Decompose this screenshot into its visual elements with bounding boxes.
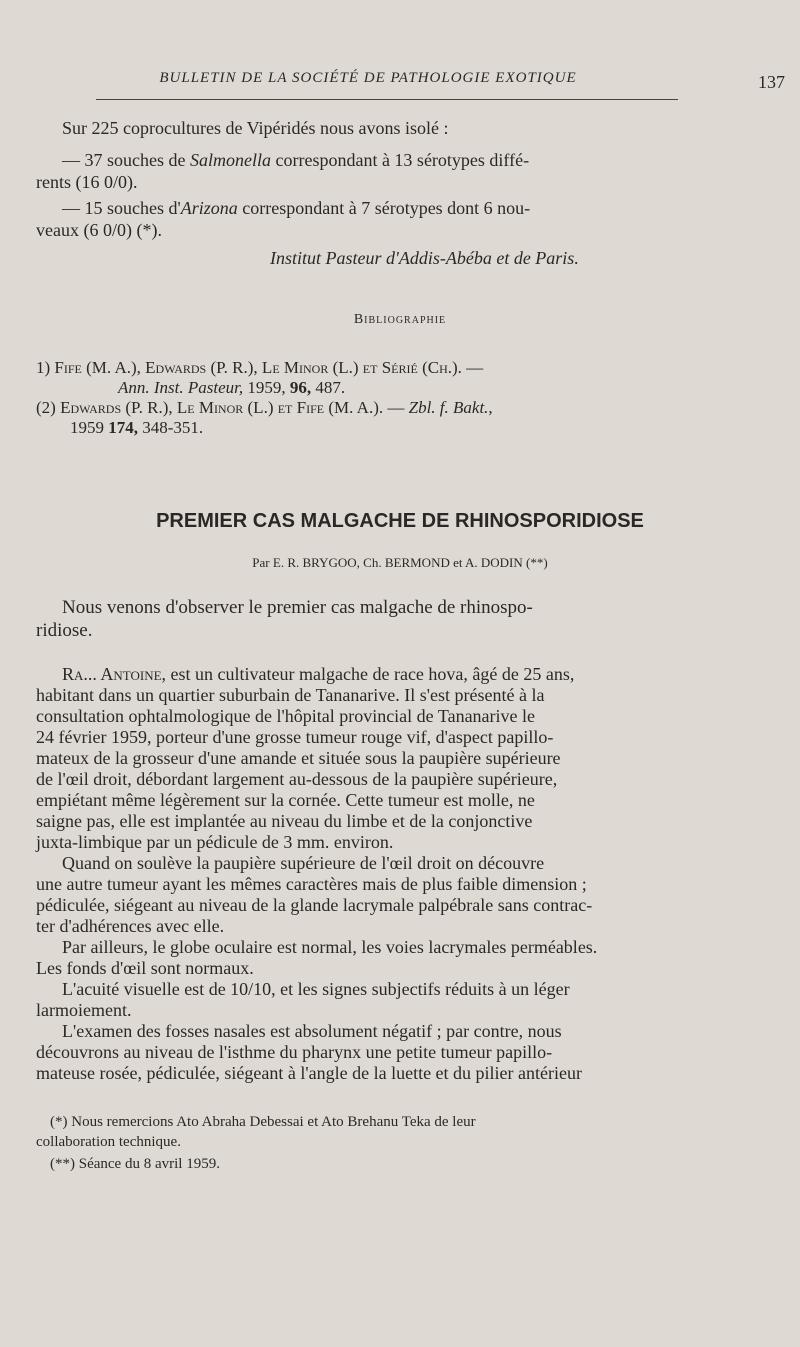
- item2-prefix: — 15 souches d': [62, 198, 181, 218]
- ref2-journal: Zbl. f. Bakt.,: [408, 398, 493, 417]
- p2-line3: pédiculée, siégeant au niveau de la glande lacrymale palpébrale sans contrac-: [36, 895, 593, 915]
- p1-line9: juxta-limbique par un pédicule de 3 mm. environ.: [36, 832, 394, 852]
- p2-line4: ter d'adhérences avec elle.: [36, 916, 225, 936]
- prev-intro: Sur 225 coprocultures de Vipéridés nous avons isolé :: [62, 118, 449, 138]
- p1-line2: habitant dans un quartier suburbain de Tananarive. Il s'est présenté à la: [36, 685, 545, 705]
- item1-genus: Salmonella: [189, 150, 271, 170]
- page-number: 137: [758, 72, 785, 92]
- affiliation: Institut Pasteur d'Addis-Abéba et de Paris.: [270, 248, 579, 268]
- ref1-line1: 1) Fife (M. A.), Edwards (P. R.), Le Minor (L.) et Sérié (Ch.). —: [36, 358, 484, 377]
- bibliography-heading: Bibliographie: [353, 312, 447, 327]
- intro-line1: Nous venons d'observer le premier cas malgache de rhinospo-: [62, 597, 533, 618]
- p1-line7: empiétant même légèrement sur la cornée. Cette tumeur est molle, ne: [36, 790, 535, 810]
- p1-text: est un cultivateur malgache de race hova, âgé de 25 ans,: [166, 664, 575, 684]
- running-header: [0, 70, 800, 94]
- patient-name: Ra... Antoine,: [62, 664, 167, 684]
- prev-item1-line1: [62, 150, 692, 171]
- p4-line2: larmoiement.: [36, 1000, 132, 1020]
- p1-line6: de l'œil droit, débordant largement au-dessous de la paupière supérieure,: [36, 769, 558, 789]
- ref2-line2: [70, 418, 630, 437]
- p5-line2: découvrons au niveau de l'isthme du pharynx une petite tumeur papillo-: [36, 1042, 553, 1062]
- ref2-authors: (2) Edwards (P. R.), Le Minor (L.) et Fife (M. A.). —: [36, 398, 409, 417]
- item2-genus: Arizona: [180, 198, 238, 218]
- p1-line4: 24 février 1959, porteur d'une grosse tumeur rouge vif, d'aspect papillo-: [36, 727, 554, 747]
- running-title: BULLETIN DE LA SOCIÉTÉ DE PATHOLOGIE EXOTIQUE: [159, 70, 577, 86]
- p4-line1: L'acuité visuelle est de 10/10, et les signes subjectifs réduits à un léger: [62, 979, 570, 999]
- p1-line3: consultation ophtalmologique de l'hôpital provincial de Tananarive le: [36, 706, 536, 726]
- p1-line1: [62, 664, 682, 685]
- ref1-pages: 487.: [311, 378, 346, 397]
- ref2-year: 1959: [70, 418, 109, 437]
- article-title: PREMIER CAS MALGACHE DE RHINOSPORIDIOSE: [156, 510, 644, 532]
- ref1-journal: Ann. Inst. Pasteur,: [118, 378, 244, 397]
- prev-item1-line2: rents (16 0/0).: [36, 172, 138, 192]
- footnote-2: (**) Séance du 8 avril 1959.: [50, 1156, 220, 1172]
- p2-line1: Quand on soulève la paupière supérieure de l'œil droit on découvre: [62, 853, 545, 873]
- prev-item2-line1: [62, 198, 702, 219]
- p3-line1: Par ailleurs, le globe oculaire est normal, les voies lacrymales perméables.: [62, 937, 598, 957]
- header-rule: [96, 99, 678, 100]
- footnote-1-line1: (*) Nous remercions Ato Abraha Debessai et Ato Brehanu Teka de leur: [50, 1114, 476, 1130]
- item2-suffix: correspondant à 7 sérotypes dont 6 nou-: [237, 198, 531, 218]
- intro-line2: ridiose.: [36, 620, 93, 641]
- footnote-1-line2: collaboration technique.: [36, 1134, 181, 1150]
- ref1-line2: [118, 378, 678, 397]
- item1-suffix: correspondant à 13 sérotypes diffé-: [270, 150, 530, 170]
- p5-line3: mateuse rosée, pédiculée, siégeant à l'angle de la luette et du pilier antérieur: [36, 1063, 582, 1083]
- item1-prefix: — 37 souches de: [62, 150, 190, 170]
- p3-line2: Les fonds d'œil sont normaux.: [36, 958, 254, 978]
- article-byline: Par E. R. BRYGOO, Ch. BERMOND et A. DODIN (**): [252, 555, 548, 570]
- ref2-pages: 348-351.: [138, 418, 204, 437]
- p5-line1: L'examen des fosses nasales est absolument négatif ; par contre, nous: [62, 1021, 562, 1041]
- p1-line5: mateux de la grosseur d'une amande et située sous la paupière supérieure: [36, 748, 561, 768]
- p2-line2: une autre tumeur ayant les mêmes caractères mais de plus faible dimension ;: [36, 874, 587, 894]
- ref2-volume: 174,: [108, 418, 138, 437]
- ref2-line1: [36, 398, 716, 417]
- ref1-volume: 96,: [289, 378, 312, 397]
- prev-item2-line2: veaux (6 0/0) (*).: [36, 220, 162, 240]
- p1-line8: saigne pas, elle est implantée au niveau du limbe et de la conjonctive: [36, 811, 533, 831]
- ref1-year: 1959,: [243, 378, 290, 397]
